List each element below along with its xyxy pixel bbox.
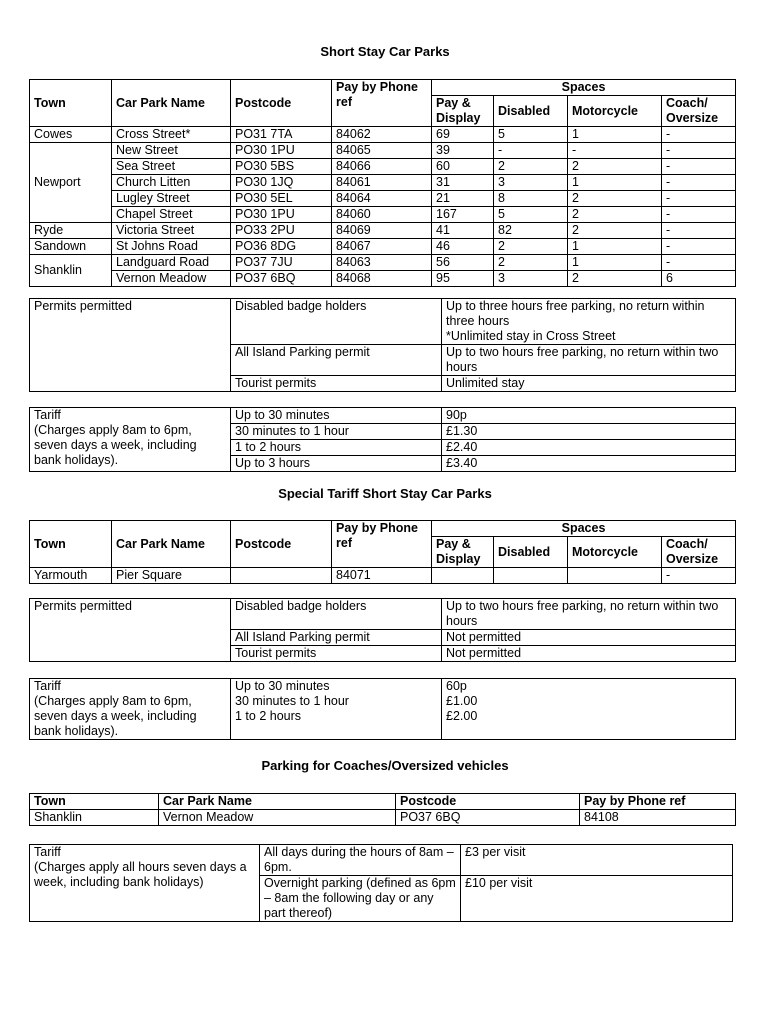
header-town: Town xyxy=(30,80,112,127)
postcode: PO31 7TA xyxy=(231,127,332,143)
header-motorcycle: Motorcycle xyxy=(568,96,662,127)
coach-tariff-table xyxy=(29,844,733,922)
special-permits-table xyxy=(29,598,736,662)
table-row xyxy=(30,175,736,191)
town-cell: Newport xyxy=(30,143,112,223)
pay-display-count: 21 xyxy=(432,191,494,207)
postcode: PO30 5EL xyxy=(231,191,332,207)
coach-count: - xyxy=(662,175,736,191)
header-motorcycle: Motorcycle xyxy=(568,537,662,568)
tariff-note: (Charges apply 8am to 6pm, seven days a week, including bank holidays). xyxy=(34,694,197,738)
town-cell: Yarmouth xyxy=(30,568,112,584)
pay-display-count: 167 xyxy=(432,207,494,223)
tariff-price-empty xyxy=(442,725,736,740)
table-row xyxy=(30,810,736,826)
postcode: PO30 1PU xyxy=(231,207,332,223)
tariff-period: Up to 30 minutes xyxy=(231,679,442,695)
permits-label: Permits permitted xyxy=(30,599,231,662)
postcode: PO30 5BS xyxy=(231,159,332,175)
overnight-rate-text: Overnight parking (defined as 6pm – 8am the following day or any part thereof) xyxy=(260,876,461,922)
disabled-badge-note: *Unlimited stay in Cross Street xyxy=(446,329,616,343)
tariff-price: £2.40 xyxy=(442,440,736,456)
postcode: PO37 6BQ xyxy=(396,810,580,826)
car-park-name: New Street xyxy=(112,143,231,159)
pay-display-count xyxy=(432,568,494,584)
tariff-price: 90p xyxy=(442,408,736,424)
tariff-heading: Tariff xyxy=(34,845,61,859)
coach-count: - xyxy=(662,159,736,175)
car-park-name: Vernon Meadow xyxy=(159,810,396,826)
coach-parking-table xyxy=(29,793,736,826)
postcode: PO33 2PU xyxy=(231,223,332,239)
car-park-name: Chapel Street xyxy=(112,207,231,223)
tariff-period: 1 to 2 hours xyxy=(231,709,442,724)
section3-title: Parking for Coaches/Oversized vehicles xyxy=(261,758,509,773)
car-park-name: Vernon Meadow xyxy=(112,271,231,287)
special-car-parks-table xyxy=(29,520,736,584)
header-pay-display: Pay & Display xyxy=(432,96,494,127)
motorcycle-count: 1 xyxy=(568,255,662,271)
tourist-permit-label: Tourist permits xyxy=(231,646,442,662)
table-row xyxy=(30,271,736,287)
header-car-park-name: Car Park Name xyxy=(112,80,231,127)
section2-title: Special Tariff Short Stay Car Parks xyxy=(278,486,492,501)
disabled-count: 2 xyxy=(494,239,568,255)
tariff-table xyxy=(29,407,736,472)
table-row xyxy=(30,255,736,271)
postcode: PO30 1JQ xyxy=(231,175,332,191)
tariff-period-empty xyxy=(231,725,442,740)
island-permit-text: Not permitted xyxy=(442,630,736,646)
phone-ref: 84108 xyxy=(580,810,736,826)
header-postcode: Postcode xyxy=(396,794,580,810)
coach-count: - xyxy=(662,239,736,255)
disabled-count: 5 xyxy=(494,207,568,223)
header-coach: Coach/ Oversize xyxy=(662,96,736,127)
pay-display-count: 41 xyxy=(432,223,494,239)
coach-count: - xyxy=(662,143,736,159)
tariff-label xyxy=(30,679,231,740)
pay-display-count: 95 xyxy=(432,271,494,287)
island-permit-label: All Island Parking permit xyxy=(231,630,442,646)
tariff-price: 60p xyxy=(442,679,736,695)
car-park-name: Pier Square xyxy=(112,568,231,584)
header-pay-by-phone: Pay by Phone ref xyxy=(580,794,736,810)
disabled-count: 2 xyxy=(494,159,568,175)
header-spaces: Spaces xyxy=(432,521,736,537)
postcode: PO37 6BQ xyxy=(231,271,332,287)
phone-ref: 84066 xyxy=(332,159,432,175)
coach-count: 6 xyxy=(662,271,736,287)
coach-count: - xyxy=(662,255,736,271)
header-postcode: Postcode xyxy=(231,80,332,127)
island-permit-text: Up to two hours free parking, no return within two hours xyxy=(442,345,736,376)
phone-ref: 84069 xyxy=(332,223,432,239)
table-row xyxy=(30,568,736,584)
table-row xyxy=(30,127,736,143)
overnight-rate-price: £10 per visit xyxy=(461,876,733,922)
table-row xyxy=(30,207,736,223)
car-park-name: Sea Street xyxy=(112,159,231,175)
phone-ref: 84060 xyxy=(332,207,432,223)
section1-title: Short Stay Car Parks xyxy=(320,44,450,59)
tariff-price: £3.40 xyxy=(442,456,736,472)
car-park-name: Victoria Street xyxy=(112,223,231,239)
phone-ref: 84065 xyxy=(332,143,432,159)
disabled-count: - xyxy=(494,143,568,159)
coach-count: - xyxy=(662,223,736,239)
pay-display-count: 46 xyxy=(432,239,494,255)
town-cell: Sandown xyxy=(30,239,112,255)
header-disabled: Disabled xyxy=(494,96,568,127)
header-car-park-name: Car Park Name xyxy=(159,794,396,810)
header-coach: Coach/ Oversize xyxy=(662,537,736,568)
special-tariff-table xyxy=(29,678,736,740)
coach-count: - xyxy=(662,207,736,223)
tariff-period: Up to 30 minutes xyxy=(231,408,442,424)
island-permit-label: All Island Parking permit xyxy=(231,345,442,376)
car-parks-table xyxy=(29,79,736,287)
disabled-count: 3 xyxy=(494,271,568,287)
disabled-count: 5 xyxy=(494,127,568,143)
postcode: PO37 7JU xyxy=(231,255,332,271)
tariff-note: (Charges apply 8am to 6pm, seven days a week, including bank holidays). xyxy=(34,423,197,467)
postcode xyxy=(231,568,332,584)
tariff-price: £2.00 xyxy=(442,709,736,724)
header-pay-display: Pay & Display xyxy=(432,537,494,568)
header-town: Town xyxy=(30,794,159,810)
phone-ref: 84068 xyxy=(332,271,432,287)
table-row xyxy=(30,239,736,255)
tariff-period: 1 to 2 hours xyxy=(231,440,442,456)
pay-display-count: 56 xyxy=(432,255,494,271)
tourist-permit-text: Unlimited stay xyxy=(442,376,736,392)
coach-count: - xyxy=(662,127,736,143)
disabled-count xyxy=(494,568,568,584)
header-postcode: Postcode xyxy=(231,521,332,568)
motorcycle-count: 2 xyxy=(568,207,662,223)
disabled-badge-label: Disabled badge holders xyxy=(231,299,442,345)
tariff-note: (Charges apply all hours seven days a week, including bank holidays) xyxy=(34,860,247,889)
car-park-name: Cross Street* xyxy=(112,127,231,143)
disabled-count: 3 xyxy=(494,175,568,191)
coach-count: - xyxy=(662,568,736,584)
header-car-park-name: Car Park Name xyxy=(112,521,231,568)
car-park-name: St Johns Road xyxy=(112,239,231,255)
permits-table xyxy=(29,298,736,392)
postcode: PO36 8DG xyxy=(231,239,332,255)
motorcycle-count: 1 xyxy=(568,175,662,191)
motorcycle-count: 2 xyxy=(568,191,662,207)
town-cell: Cowes xyxy=(30,127,112,143)
tariff-period: Up to 3 hours xyxy=(231,456,442,472)
disabled-count: 8 xyxy=(494,191,568,207)
postcode: PO30 1PU xyxy=(231,143,332,159)
permits-label: Permits permitted xyxy=(30,299,231,392)
phone-ref: 84071 xyxy=(332,568,432,584)
motorcycle-count: 2 xyxy=(568,223,662,239)
phone-ref: 84062 xyxy=(332,127,432,143)
car-park-name: Lugley Street xyxy=(112,191,231,207)
pay-display-count: 31 xyxy=(432,175,494,191)
table-row xyxy=(30,143,736,159)
tariff-price: £1.30 xyxy=(442,424,736,440)
car-park-name: Church Litten xyxy=(112,175,231,191)
tariff-label xyxy=(30,845,260,922)
tourist-permit-text: Not permitted xyxy=(442,646,736,662)
town-cell: Shanklin xyxy=(30,810,159,826)
disabled-count: 82 xyxy=(494,223,568,239)
disabled-badge-label: Disabled badge holders xyxy=(231,599,442,630)
phone-ref: 84061 xyxy=(332,175,432,191)
tariff-period: 30 minutes to 1 hour xyxy=(231,424,442,440)
day-rate-text: All days during the hours of 8am – 6pm. xyxy=(260,845,461,876)
pay-display-count: 39 xyxy=(432,143,494,159)
disabled-badge-text xyxy=(442,299,736,345)
table-row xyxy=(30,191,736,207)
coach-count: - xyxy=(662,191,736,207)
town-cell: Ryde xyxy=(30,223,112,239)
motorcycle-count: - xyxy=(568,143,662,159)
disabled-count: 2 xyxy=(494,255,568,271)
header-pay-by-phone: Pay by Phone ref xyxy=(332,521,432,568)
header-pay-by-phone: Pay by Phone ref xyxy=(332,80,432,127)
header-town: Town xyxy=(30,521,112,568)
disabled-badge-text: Up to two hours free parking, no return within two hours xyxy=(442,599,736,630)
header-spaces: Spaces xyxy=(432,80,736,96)
header-disabled: Disabled xyxy=(494,537,568,568)
table-row xyxy=(30,223,736,239)
motorcycle-count: 1 xyxy=(568,127,662,143)
motorcycle-count: 2 xyxy=(568,159,662,175)
town-cell: Shanklin xyxy=(30,255,112,287)
phone-ref: 84064 xyxy=(332,191,432,207)
tariff-heading: Tariff xyxy=(34,679,61,693)
phone-ref: 84063 xyxy=(332,255,432,271)
motorcycle-count: 1 xyxy=(568,239,662,255)
tariff-period: 30 minutes to 1 hour xyxy=(231,694,442,709)
tariff-label xyxy=(30,408,231,472)
phone-ref: 84067 xyxy=(332,239,432,255)
motorcycle-count xyxy=(568,568,662,584)
pay-display-count: 60 xyxy=(432,159,494,175)
car-park-name: Landguard Road xyxy=(112,255,231,271)
motorcycle-count: 2 xyxy=(568,271,662,287)
tariff-heading: Tariff xyxy=(34,408,61,422)
disabled-badge-rule: Up to three hours free parking, no return within three hours xyxy=(446,299,705,328)
day-rate-price: £3 per visit xyxy=(461,845,733,876)
pay-display-count: 69 xyxy=(432,127,494,143)
table-row xyxy=(30,159,736,175)
tariff-price: £1.00 xyxy=(442,694,736,709)
tourist-permit-label: Tourist permits xyxy=(231,376,442,392)
